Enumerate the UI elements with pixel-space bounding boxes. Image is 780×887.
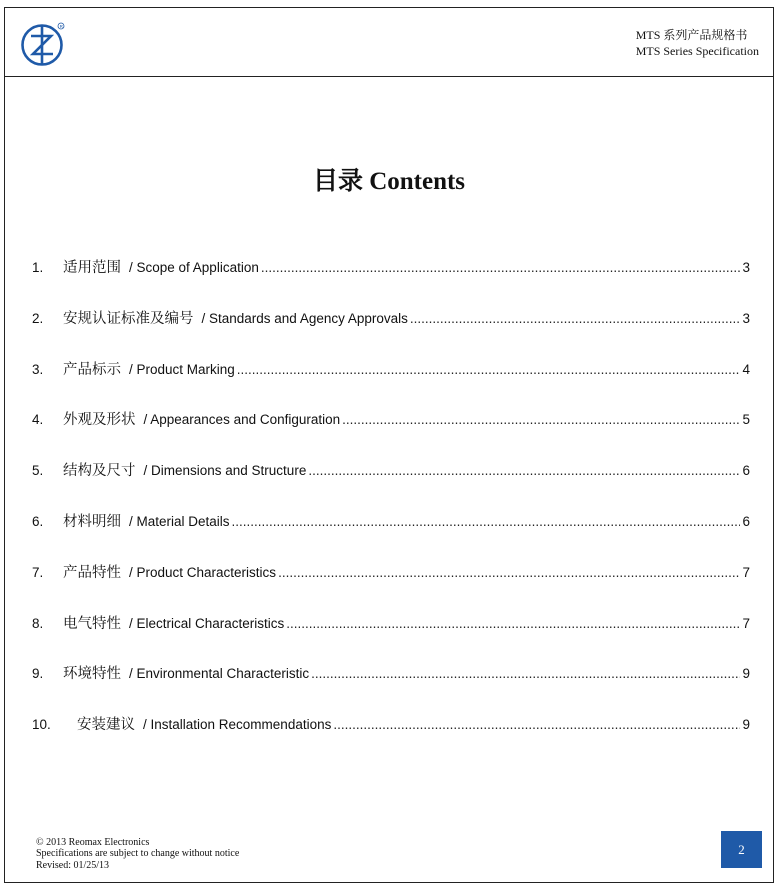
toc-title-en: / Electrical Characteristics bbox=[129, 615, 285, 631]
toc-entry[interactable] bbox=[32, 662, 750, 713]
toc-leader-dots bbox=[311, 666, 740, 681]
toc-number: 8. bbox=[32, 615, 44, 631]
toc-leader-dots bbox=[410, 311, 741, 326]
toc-page-number: 6 bbox=[742, 513, 750, 529]
toc-entry[interactable] bbox=[32, 408, 750, 459]
toc-number: 3. bbox=[32, 361, 44, 377]
toc-number: 5. bbox=[32, 463, 44, 479]
toc-number: 9. bbox=[32, 666, 44, 682]
toc-number: 10. bbox=[32, 717, 51, 733]
toc-entry[interactable] bbox=[32, 561, 750, 612]
reomax-z-logo-icon bbox=[20, 21, 66, 67]
toc-title-en: / Scope of Application bbox=[129, 260, 259, 275]
toc-entry[interactable] bbox=[32, 307, 750, 358]
page-title: 目录 Contents bbox=[312, 168, 466, 195]
toc-page-number: 3 bbox=[742, 260, 750, 275]
toc-number: 4. bbox=[32, 412, 44, 428]
header-title-en: MTS Series Specification bbox=[635, 44, 759, 58]
toc-entry[interactable] bbox=[32, 459, 750, 510]
toc-title-zh: 安装建议 bbox=[77, 717, 135, 734]
toc-number: 1. bbox=[32, 260, 44, 275]
toc-leader-dots bbox=[342, 412, 740, 427]
toc-entry[interactable] bbox=[32, 510, 750, 561]
toc-title-zh: 电气特性 bbox=[63, 615, 121, 632]
toc-title-en: / Appearances and Configuration bbox=[143, 412, 341, 428]
header-title-zh: MTS 系列产品规格书 bbox=[635, 28, 748, 42]
toc-title-en: / Material Details bbox=[129, 513, 230, 529]
toc-entry[interactable] bbox=[32, 256, 750, 307]
toc-page-number: 5 bbox=[742, 412, 750, 428]
toc-page-number: 9 bbox=[742, 666, 750, 682]
toc-leader-dots bbox=[232, 514, 741, 529]
toc-leader-dots bbox=[261, 260, 741, 275]
toc-page-number: 9 bbox=[742, 717, 750, 733]
toc-title-en: / Product Marking bbox=[129, 361, 235, 377]
table-of-contents bbox=[32, 256, 750, 764]
copyright-text: © 2013 Reomax Electronics bbox=[36, 836, 150, 848]
toc-page-number: 7 bbox=[742, 615, 750, 631]
page-number-badge bbox=[721, 831, 762, 868]
toc-title-zh: 外观及形状 bbox=[63, 412, 136, 429]
toc-title-zh: 环境特性 bbox=[63, 666, 121, 683]
toc-page-number: 6 bbox=[742, 463, 750, 479]
toc-entry[interactable] bbox=[32, 713, 750, 764]
notice-text: Specifications are subject to change without notice bbox=[36, 848, 240, 859]
toc-number: 7. bbox=[32, 564, 44, 580]
toc-entry[interactable] bbox=[32, 612, 750, 663]
toc-title-en: / Dimensions and Structure bbox=[143, 463, 307, 479]
toc-page-number: 3 bbox=[742, 310, 750, 326]
page-number: 2 bbox=[738, 841, 745, 857]
toc-title-zh: 安规认证标准及编号 bbox=[63, 310, 194, 327]
toc-title-en: / Environmental Characteristic bbox=[129, 666, 310, 682]
toc-title-zh: 产品特性 bbox=[63, 564, 121, 581]
toc-title-en: / Standards and Agency Approvals bbox=[201, 310, 408, 326]
toc-leader-dots bbox=[308, 463, 740, 478]
toc-title-zh: 产品标示 bbox=[63, 361, 121, 378]
page-frame bbox=[4, 7, 774, 883]
toc-page-number: 7 bbox=[742, 564, 750, 580]
toc-leader-dots bbox=[333, 717, 740, 732]
toc-leader-dots bbox=[286, 616, 740, 631]
toc-page-number: 4 bbox=[742, 361, 750, 377]
toc-title-zh: 材料明细 bbox=[63, 513, 121, 530]
page-footer bbox=[36, 837, 239, 872]
page-header bbox=[5, 8, 773, 77]
toc-title-en: / Product Characteristics bbox=[129, 564, 277, 580]
toc-title-zh: 适用范围 bbox=[63, 260, 121, 276]
toc-leader-dots bbox=[237, 362, 741, 377]
toc-number: 6. bbox=[32, 513, 44, 529]
toc-number: 2. bbox=[32, 310, 44, 326]
toc-title-en: / Installation Recommendations bbox=[143, 717, 332, 733]
toc-leader-dots bbox=[278, 565, 740, 580]
header-text bbox=[636, 27, 759, 59]
svg-text:R: R bbox=[59, 24, 63, 29]
toc-title-zh: 结构及尺寸 bbox=[63, 463, 136, 480]
toc-entry[interactable] bbox=[32, 358, 750, 409]
revised-text: Revised: 01/25/13 bbox=[36, 859, 110, 871]
